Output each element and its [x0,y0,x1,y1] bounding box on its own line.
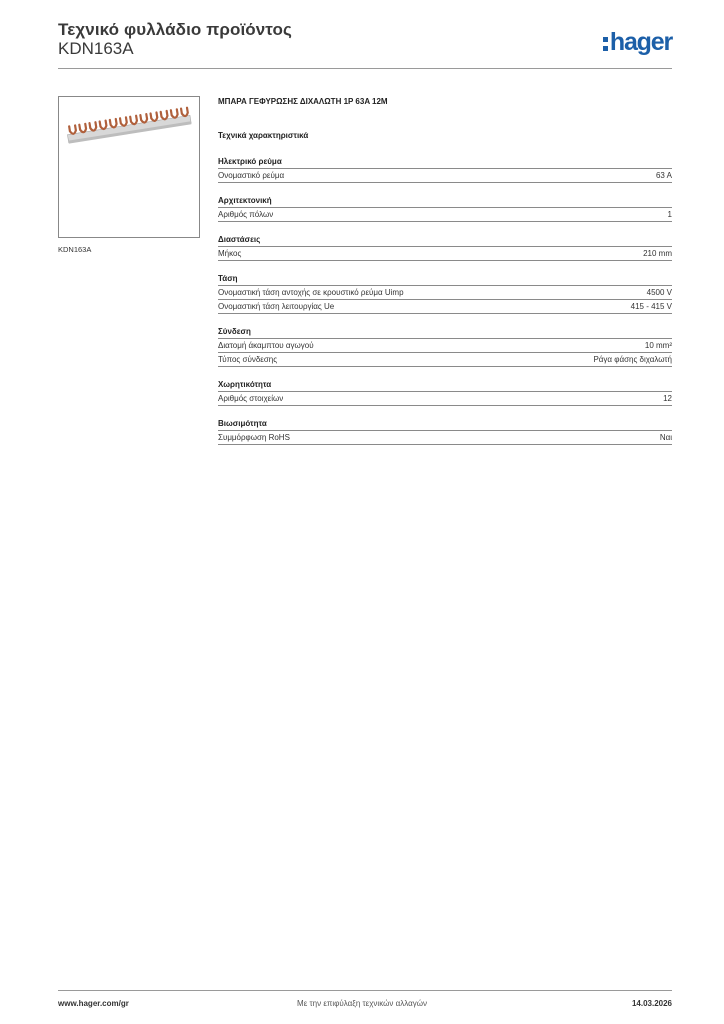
spec-row [218,285,672,299]
spec-value: 210 mm [643,249,672,258]
busbar-fork-pin [120,117,127,126]
footer-notice: Με την επιφύλαξη τεχνικών αλλαγών [297,999,427,1008]
product-image [58,96,200,238]
spec-row [218,352,672,367]
section-dimensions [218,234,672,261]
document-title: Τεχνικό φυλλάδιο προϊόντος [58,20,292,39]
busbar-fork-pin [100,121,107,130]
section-sustainability [218,418,672,445]
spec-label: Τύπος σύνδεσης [218,355,278,364]
busbar-fork-pin [130,116,137,125]
busbar-fork-pin [79,124,86,133]
header-divider [58,68,672,69]
spec-value: Ναι [659,433,672,442]
busbar-fork-pin [140,114,147,123]
footer-date: 14.03.2026 [631,999,672,1008]
spec-value: 10 mm² [644,341,672,350]
spec-row [218,207,672,222]
section-title: Χωρητικότητα [218,380,272,389]
footer-divider [58,990,672,991]
section-title: Βιωσιμότητα [218,419,267,428]
hager-logo[interactable] [603,28,672,56]
busbar-fork-pin [161,111,168,120]
spec-row [218,168,672,183]
spec-row [218,338,672,352]
section-title: Αρχιτεκτονική [218,196,272,205]
spec-value: Ράγα φάσης διχαλωτή [593,355,672,364]
spec-value: 12 [663,394,672,403]
spec-label: Αριθμός στοιχείων [218,394,284,403]
product-code: KDN163A [58,39,134,58]
busbar-fork-pin [151,113,158,122]
product-name: ΜΠΑΡΑ ΓΕΦΥΡΩΣΗΣ ΔΙΧΑΛΩΤΗ 1P 63A 12M [218,97,388,106]
section-connection [218,326,672,367]
spec-content [218,96,672,457]
logo-text: hager [609,27,672,56]
spec-label: Αριθμός πόλων [218,210,274,219]
busbar-fork-pin [90,122,97,131]
busbar-fork-pin [171,109,178,118]
logo-dots-icon [603,37,608,51]
spec-row [218,430,672,445]
spec-label: Συμμόρφωση RoHS [218,433,290,442]
busbar-fork-pin [181,108,188,117]
spec-label: Μήκος [218,249,242,258]
spec-value: 4500 V [646,288,672,297]
footer-website-link[interactable]: www.hager.com/gr [58,999,129,1008]
section-architecture [218,195,672,222]
spec-row [218,391,672,406]
section-title: Ηλεκτρικό ρεύμα [218,157,282,166]
spec-row [218,299,672,314]
spec-value: 63 A [655,171,672,180]
section-capacity [218,379,672,406]
section-title: Διαστάσεις [218,235,261,244]
busbar-illustration-icon [59,97,199,237]
spec-label: Ονομαστικό ρεύμα [218,171,285,180]
spec-value: 415 - 415 V [630,302,672,311]
busbar-fork-pin [110,119,117,128]
spec-label: Ονομαστική τάση λειτουργίας Ue [218,302,335,311]
busbar-fork-pin [69,125,76,134]
section-title: Τάση [218,274,238,283]
section-title: Σύνδεση [218,327,251,336]
spec-label: Ονομαστική τάση αντοχής σε κρουστικό ρεύμα Uimp [218,288,404,297]
section-voltage [218,273,672,314]
image-caption: KDN163A [58,245,92,254]
tech-specs-heading: Τεχνικά χαρακτηριστικά [218,131,309,140]
spec-row [218,246,672,261]
spec-value: 1 [667,210,672,219]
section-electrical-current [218,156,672,183]
spec-label: Διατομή άκαμπτου αγωγού [218,341,314,350]
